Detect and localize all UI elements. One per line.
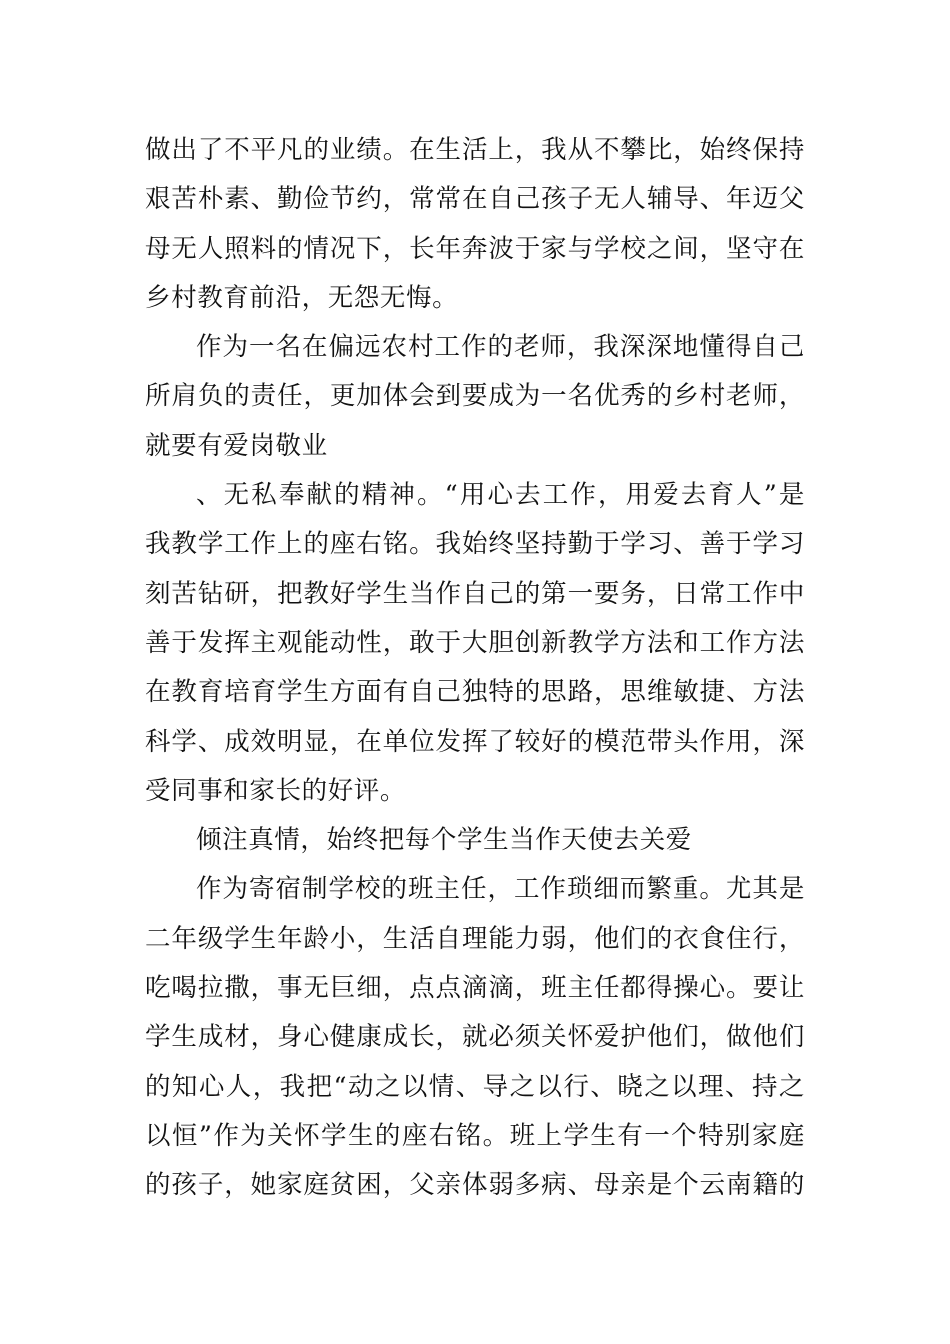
- text-line: 乡村教育前沿，无怨无悔。: [145, 282, 459, 313]
- text-line: 吃喝拉撒，事无巨细，点点滴滴，班主任都得操心。要让: [145, 973, 805, 1004]
- text-line: 作为寄宿制学校的班主任，工作琐细而繁重。尤其是: [196, 874, 805, 905]
- document-body: [145, 126, 805, 1211]
- text-line: 学生成材，身心健康成长，就必须关怀爱护他们，做他们: [145, 1022, 805, 1053]
- text-line: 受同事和家长的好评。: [145, 775, 407, 806]
- text-line: 所肩负的责任，更加体会到要成为一名优秀的乡村老师，: [145, 381, 805, 412]
- text-line: 刻苦钻研，把教好学生当作自己的第一要务，日常工作中: [145, 578, 805, 609]
- text-line: 做出了不平凡的业绩。在生活上，我从不攀比，始终保持: [145, 135, 805, 165]
- text-line: 作为一名在偏远农村工作的老师，我深深地懂得自己: [196, 332, 805, 363]
- text-line: 在教育培育学生方面有自己独特的思路，思维敏捷、方法: [145, 677, 805, 708]
- text-line: 艰苦朴素、勤俭节约，常常在自己孩子无人辅导、年迈父: [145, 184, 805, 215]
- text-line: 母无人照料的情况下，长年奔波于家与学校之间，坚守在: [145, 233, 805, 264]
- text-line: 我教学工作上的座右铭。我始终坚持勤于学习、善于学习: [145, 529, 805, 560]
- text-line: 善于发挥主观能动性，敢于大胆创新教学方法和工作方法: [145, 627, 805, 658]
- text-line: 的知心人，我把“动之以情、导之以行、晓之以理、持之: [145, 1071, 805, 1102]
- text-line: 就要有爱岗敬业: [145, 430, 328, 461]
- text-line: 的孩子，她家庭贫困，父亲体弱多病、母亲是个云南籍的: [145, 1170, 805, 1201]
- text-line: 科学、成效明显，在单位发挥了较好的模范带头作用，深: [145, 726, 805, 757]
- text-line: 二年级学生年龄小，生活自理能力弱，他们的衣食住行，: [145, 923, 805, 954]
- text-line: 、无私奉献的精神。“用心去工作，用爱去育人”是: [196, 480, 805, 511]
- text-line: 以恒”作为关怀学生的座右铭。班上学生有一个特别家庭: [145, 1120, 805, 1151]
- text-line: 倾注真情，始终把每个学生当作天使去关爱: [196, 825, 692, 856]
